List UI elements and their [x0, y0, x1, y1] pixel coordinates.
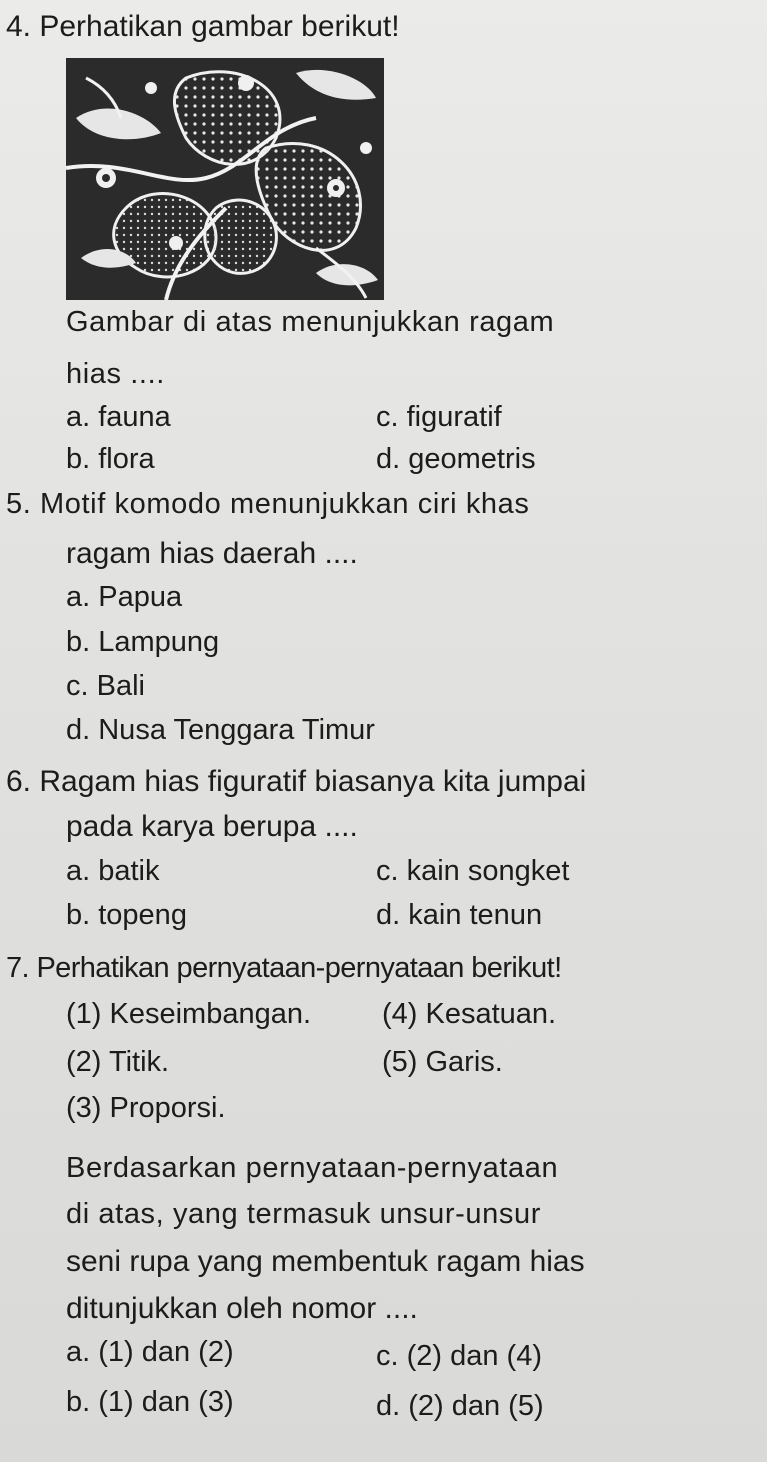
q4-option-b: b. flora [66, 443, 155, 475]
q4-option-d: d. geometris [376, 443, 536, 475]
q7-statement-3: (3) Proporsi. [66, 1092, 226, 1124]
q7-statement-2: (2) Titik. [66, 1046, 170, 1078]
q7-stem-line3: seni rupa yang membentuk ragam hias [66, 1245, 585, 1278]
q6-option-c: c. kain songket [376, 855, 570, 887]
batik-flower-illustration [66, 58, 384, 300]
q5-stem-line1: 5. Motif komodo menunjukkan ciri khas [6, 488, 530, 520]
q5-stem-line2: ragam hias daerah .... [66, 537, 358, 570]
q7-stem-line1: Berdasarkan pernyataan-pernyataan [66, 1152, 559, 1184]
q7-option-c: c. (2) dan (4) [376, 1340, 542, 1372]
q7-option-d: d. (2) dan (5) [376, 1390, 544, 1422]
q7-option-b: b. (1) dan (3) [66, 1386, 234, 1418]
q7-statement-4: (4) Kesatuan. [382, 998, 557, 1030]
q6-stem-line2: pada karya berupa .... [66, 810, 358, 843]
q7-stem-line4: ditunjukkan oleh nomor .... [66, 1292, 418, 1325]
q7-option-a: a. (1) dan (2) [66, 1336, 234, 1368]
q7-statement-5: (5) Garis. [382, 1046, 503, 1078]
q7-statement-1: (1) Keseimbangan. [66, 998, 312, 1030]
q7-stem-line2: di atas, yang termasuk unsur-unsur [66, 1198, 541, 1230]
q4-stem-line2: hias .... [66, 358, 165, 390]
q6-stem-line1: 6. Ragam hias figuratif biasanya kita jumpai [6, 765, 587, 798]
q4-stem-line1: Gambar di atas menunjukkan ragam [66, 306, 555, 338]
q5-option-b: b. Lampung [66, 626, 220, 658]
q6-option-b: b. topeng [66, 899, 187, 931]
q4-option-a: a. fauna [66, 401, 171, 433]
q4-title: 4. Perhatikan gambar berikut! [6, 10, 400, 43]
q5-option-d: d. Nusa Tenggara Timur [66, 714, 375, 746]
q5-option-a: a. Papua [66, 581, 183, 613]
q6-option-d: d. kain tenun [376, 899, 543, 931]
q4-option-c: c. figuratif [376, 401, 502, 433]
q7-instruction: 7. Perhatikan pernyataan-pernyataan berikut! [6, 952, 562, 984]
q5-option-c: c. Bali [66, 670, 145, 702]
q6-option-a: a. batik [66, 855, 160, 887]
